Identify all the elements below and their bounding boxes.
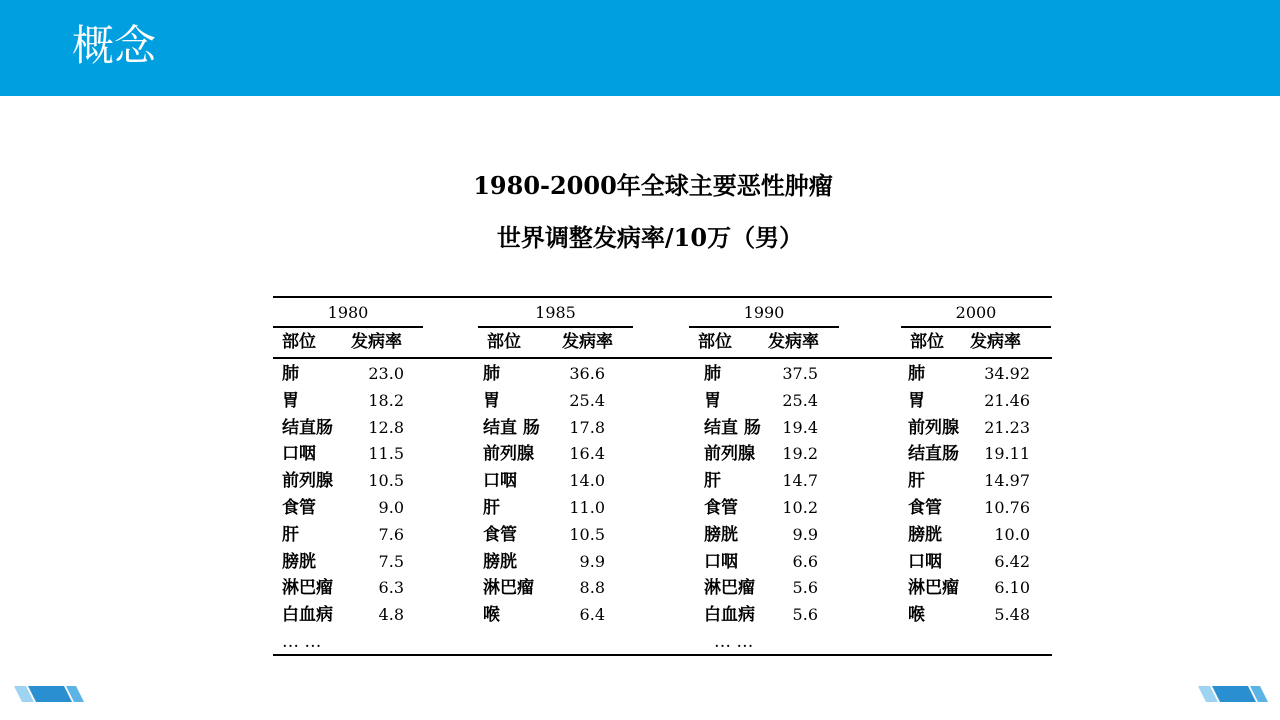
incidence-rate: 19.2 bbox=[782, 444, 818, 464]
incidence-rate: 6.6 bbox=[792, 551, 818, 571]
incidence-rate: 6.4 bbox=[579, 605, 605, 625]
year-underline bbox=[689, 326, 839, 328]
corner-decoration-left bbox=[14, 686, 84, 702]
cancer-site: 膀胱 bbox=[282, 551, 316, 572]
cancer-site: 肝 bbox=[282, 524, 299, 545]
cancer-site: 肺 bbox=[483, 364, 500, 384]
incidence-rate: 16.4 bbox=[569, 444, 605, 464]
cancer-site: 前列腺 bbox=[704, 444, 755, 465]
cancer-site: 胃 bbox=[483, 390, 500, 411]
incidence-rate: 10.76 bbox=[984, 498, 1030, 517]
cancer-site: 口咽 bbox=[483, 471, 517, 492]
year-underline bbox=[478, 326, 633, 328]
cancer-site: 白血病 bbox=[704, 605, 755, 626]
incidence-rate: 21.23 bbox=[984, 417, 1030, 437]
cancer-site: 肺 bbox=[704, 364, 721, 384]
cancer-site: 喉 bbox=[908, 605, 925, 626]
cancer-site: 喉 bbox=[483, 605, 500, 626]
cancer-site: 肺 bbox=[908, 364, 925, 384]
incidence-rate: 7.5 bbox=[378, 551, 404, 571]
site-column-header: 部位 bbox=[698, 332, 732, 352]
year-underline bbox=[901, 326, 1051, 328]
cancer-site: 胃 bbox=[704, 390, 721, 411]
incidence-rate: 14.97 bbox=[984, 471, 1030, 491]
cancer-site: 胃 bbox=[282, 390, 299, 411]
cancer-site: 淋巴瘤 bbox=[483, 578, 534, 599]
table-ellipsis: … … bbox=[714, 632, 754, 652]
incidence-rate: 34.92 bbox=[984, 364, 1030, 383]
incidence-rate: 21.46 bbox=[984, 390, 1030, 410]
rate-column-header: 发病率 bbox=[351, 332, 402, 352]
incidence-rate: 9.9 bbox=[579, 551, 605, 571]
incidence-rate: 19.4 bbox=[782, 417, 818, 437]
year-header: 1990 bbox=[743, 303, 785, 322]
cancer-site: 前列腺 bbox=[908, 417, 959, 438]
incidence-rate: 4.8 bbox=[378, 605, 404, 625]
cancer-site: 口咽 bbox=[908, 551, 942, 572]
cancer-site: 食管 bbox=[704, 498, 738, 518]
page-title: 概念 bbox=[72, 21, 157, 70]
incidence-rate: 5.48 bbox=[994, 605, 1030, 625]
rate-column-header: 发病率 bbox=[768, 332, 819, 352]
year-header: 1985 bbox=[535, 303, 576, 322]
header-bar bbox=[0, 0, 1280, 96]
cancer-site: 膀胱 bbox=[908, 524, 942, 545]
year-header: 2000 bbox=[955, 303, 997, 322]
incidence-rate: 6.3 bbox=[378, 578, 404, 598]
table-title-line1: 1980-2000年全球主要恶性肿瘤 bbox=[473, 171, 833, 200]
incidence-rate: 19.11 bbox=[984, 444, 1030, 464]
incidence-rate: 37.5 bbox=[782, 364, 818, 383]
incidence-rate: 12.8 bbox=[368, 417, 404, 437]
cancer-site: 膀胱 bbox=[704, 524, 738, 545]
incidence-rate: 17.8 bbox=[569, 417, 605, 437]
cancer-site: 食管 bbox=[483, 524, 517, 545]
incidence-rate: 11.0 bbox=[569, 498, 605, 517]
cancer-site: 口咽 bbox=[704, 551, 738, 572]
incidence-rate: 18.2 bbox=[368, 390, 404, 410]
incidence-rate: 10.5 bbox=[368, 471, 404, 491]
cancer-site: 前列腺 bbox=[282, 471, 333, 492]
table-ellipsis: … … bbox=[282, 632, 322, 652]
incidence-rate: 25.4 bbox=[782, 390, 818, 410]
incidence-rate: 25.4 bbox=[569, 390, 605, 410]
cancer-site: 胃 bbox=[908, 390, 925, 411]
incidence-rate: 6.10 bbox=[994, 578, 1030, 598]
cancer-site: 淋巴瘤 bbox=[282, 578, 333, 599]
cancer-site: 食管 bbox=[282, 498, 316, 518]
cancer-site: 结直 肠 bbox=[704, 417, 761, 438]
incidence-rate: 10.5 bbox=[569, 524, 605, 544]
cancer-site: 肝 bbox=[483, 498, 500, 518]
incidence-rate: 14.0 bbox=[569, 471, 605, 491]
cancer-site: 结直 肠 bbox=[483, 417, 540, 438]
incidence-rate: 10.0 bbox=[994, 524, 1030, 544]
site-column-header: 部位 bbox=[910, 332, 944, 352]
cancer-site: 白血病 bbox=[282, 605, 333, 626]
incidence-rate: 14.7 bbox=[782, 471, 818, 491]
year-header: 1980 bbox=[327, 303, 369, 322]
cancer-site: 淋巴瘤 bbox=[908, 578, 959, 599]
incidence-rate: 36.6 bbox=[569, 364, 605, 383]
incidence-rate: 11.5 bbox=[368, 444, 404, 464]
incidence-rate: 7.6 bbox=[378, 524, 404, 544]
corner-decoration-right bbox=[1198, 686, 1268, 702]
site-column-header: 部位 bbox=[282, 332, 316, 352]
incidence-rate: 5.6 bbox=[792, 605, 818, 625]
cancer-site: 前列腺 bbox=[483, 444, 534, 465]
incidence-rate: 9.0 bbox=[378, 498, 404, 517]
cancer-site: 结直肠 bbox=[282, 417, 333, 438]
cancer-site: 肝 bbox=[704, 471, 721, 492]
incidence-rate: 5.6 bbox=[792, 578, 818, 598]
incidence-rate: 9.9 bbox=[792, 524, 818, 544]
incidence-rate: 10.2 bbox=[782, 498, 818, 517]
table-title-line2: 世界调整发病率/10万（男） bbox=[496, 223, 804, 252]
table-top-rule bbox=[273, 296, 1052, 298]
cancer-site: 口咽 bbox=[282, 444, 316, 465]
incidence-rate: 23.0 bbox=[368, 364, 404, 383]
cancer-site: 肺 bbox=[282, 364, 299, 384]
site-column-header: 部位 bbox=[487, 332, 521, 352]
rate-column-header: 发病率 bbox=[970, 332, 1021, 352]
incidence-rate: 6.42 bbox=[994, 551, 1030, 571]
table-bottom-rule bbox=[273, 654, 1052, 656]
incidence-rate: 8.8 bbox=[579, 578, 605, 598]
year-underline bbox=[273, 326, 423, 328]
cancer-site: 食管 bbox=[908, 498, 942, 518]
cancer-site: 结直肠 bbox=[908, 444, 959, 465]
cancer-site: 膀胱 bbox=[483, 551, 517, 572]
cancer-site: 淋巴瘤 bbox=[704, 578, 755, 599]
cancer-site: 肝 bbox=[908, 471, 925, 492]
rate-column-header: 发病率 bbox=[562, 332, 613, 352]
header-bottom-rule bbox=[273, 357, 1052, 359]
